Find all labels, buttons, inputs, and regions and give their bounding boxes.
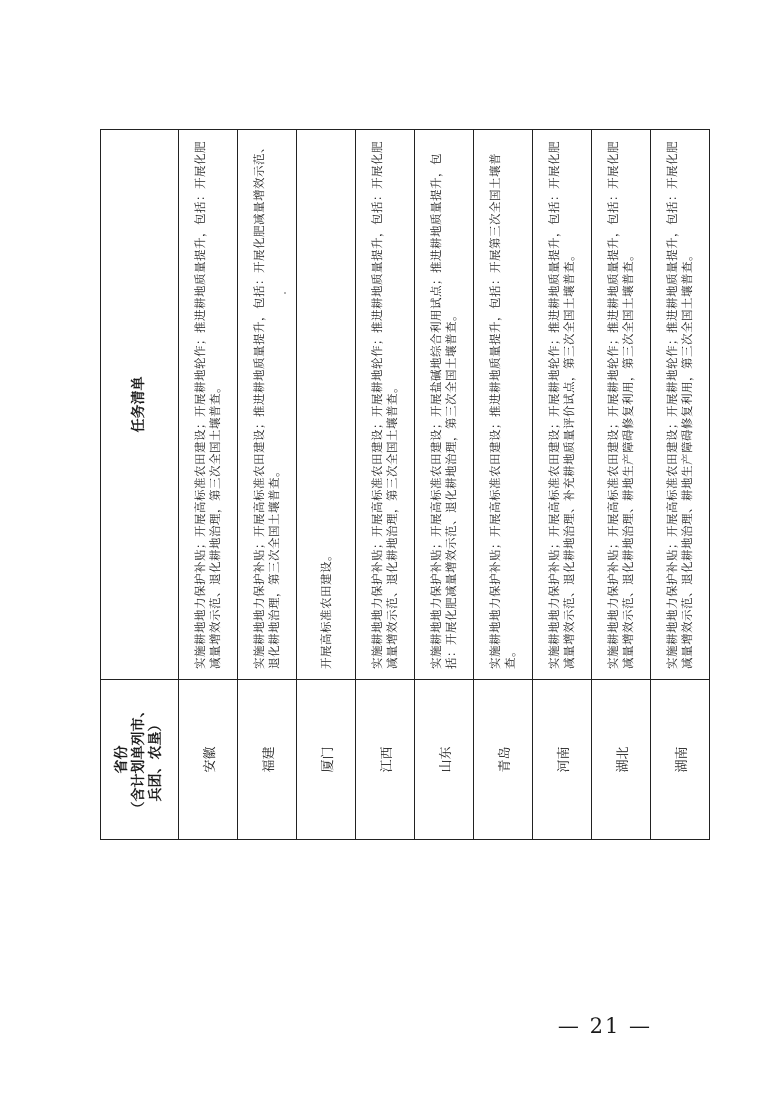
table-row	[474, 130, 533, 840]
tasks-cell: 开展高标准农田建设。	[297, 130, 356, 680]
province-cell: 安徽	[179, 680, 238, 840]
tasks-cell: 实施耕地地力保护补贴；开展高标准农田建设；推进耕地质量提升，包括：开展第三次全国土壤普查。	[474, 130, 533, 680]
header-province: 省份 （含计划单列市、 兵团、农垦）	[101, 680, 179, 840]
tasks-cell: 实施耕地地力保护补贴；开展高标准农田建设；开展盐碱地综合利用试点；推进耕地质量提升，包括：开展化肥减量增效示范、退化耕地治理，第三次全国土壤普查。	[415, 130, 474, 680]
province-cell: 河南	[533, 680, 592, 840]
province-cell: 山东	[415, 680, 474, 840]
province-cell: 江西	[356, 680, 415, 840]
province-cell: 青岛	[474, 680, 533, 840]
province-cell: 湖南	[651, 680, 710, 840]
table-row	[238, 130, 297, 840]
tasks-cell: 实施耕地地力保护补贴；开展高标准农田建设；开展耕地轮作；推进耕地质量提升，包括：开展化肥减量增效示范、退化耕地治理，第三次全国土壤普查。	[179, 130, 238, 680]
table-row	[592, 130, 651, 840]
table-row	[415, 130, 474, 840]
tasks-cell: 实施耕地地力保护补贴；开展高标准农田建设；开展耕地轮作；推进耕地质量提升，包括：开展化肥减量增效示范、退化耕地治理、耕地生产障碍修复利用，第三次全国土壤普查。	[651, 130, 710, 680]
task-table	[100, 129, 710, 840]
header-tasks: 任务清单	[101, 130, 179, 680]
table-row	[533, 130, 592, 840]
province-cell: 福建	[238, 680, 297, 840]
page-number: — 21 —	[557, 1014, 652, 1038]
rotated-table-container	[100, 130, 710, 840]
table-row	[651, 130, 710, 840]
tasks-cell: 实施耕地地力保护补贴；开展高标准农田建设；开展耕地轮作；推进耕地质量提升，包括：开展化肥减量增效示范、退化耕地治理，第三次全国土壤普查。	[356, 130, 415, 680]
table-row	[297, 130, 356, 840]
tasks-cell: 实施耕地地力保护补贴；开展高标准农田建设；开展耕地轮作；推进耕地质量提升，包括：开展化肥减量增效示范、退化耕地治理、补充耕地质量评价试点，第三次全国土壤普查。	[533, 130, 592, 680]
table-row	[179, 130, 238, 840]
scan-speck	[284, 292, 286, 294]
tasks-cell: 实施耕地地力保护补贴；开展高标准农田建设；开展耕地轮作；推进耕地质量提升，包括：开展化肥减量增效示范、退化耕地治理、耕地生产障碍修复利用，第三次全国土壤普查。	[592, 130, 651, 680]
table-header-row	[101, 130, 179, 840]
table-row	[356, 130, 415, 840]
tasks-cell: 实施耕地地力保护补贴；开展高标准农田建设；推进耕地质量提升，包括：开展化肥减量增效示范、退化耕地治理，第三次全国土壤普查。	[238, 130, 297, 680]
province-cell: 湖北	[592, 680, 651, 840]
task-table-region	[100, 130, 710, 840]
province-cell: 厦门	[297, 680, 356, 840]
